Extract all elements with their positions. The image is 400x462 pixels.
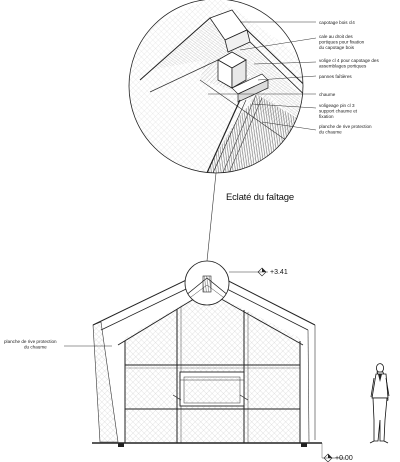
detail-title: Eclaté du faîtage bbox=[226, 192, 294, 203]
level-marker-ridge bbox=[229, 268, 288, 276]
level-marker-ground bbox=[322, 443, 353, 462]
ridge-detail bbox=[120, 0, 380, 203]
callout-chaume: chaume bbox=[319, 92, 336, 97]
level-ridge-value: +3.41 bbox=[270, 269, 288, 276]
house-elevation bbox=[4, 261, 389, 462]
callout-cale: cale au droit des portiques pour fixation du capotage bois bbox=[319, 34, 365, 50]
detail-callouts bbox=[319, 20, 380, 134]
human-figure bbox=[370, 364, 389, 443]
side-callout-planche-rive: planche de rive protection du chaume bbox=[4, 339, 57, 350]
callout-voligeage: voligeage pin cl 3 support chaume et fixation bbox=[319, 103, 358, 119]
level-ground-value: +0.00 bbox=[335, 455, 353, 462]
detail-connector bbox=[207, 173, 216, 261]
callout-pannes: pannes faîtières bbox=[319, 74, 352, 79]
callout-planche-rive: planche de rive protection du chaume bbox=[319, 124, 372, 135]
callout-volige: volige cl 4 pour capotage des assemblages portiques bbox=[319, 58, 379, 69]
callout-capotage: capotage bois cl4 bbox=[319, 20, 355, 25]
